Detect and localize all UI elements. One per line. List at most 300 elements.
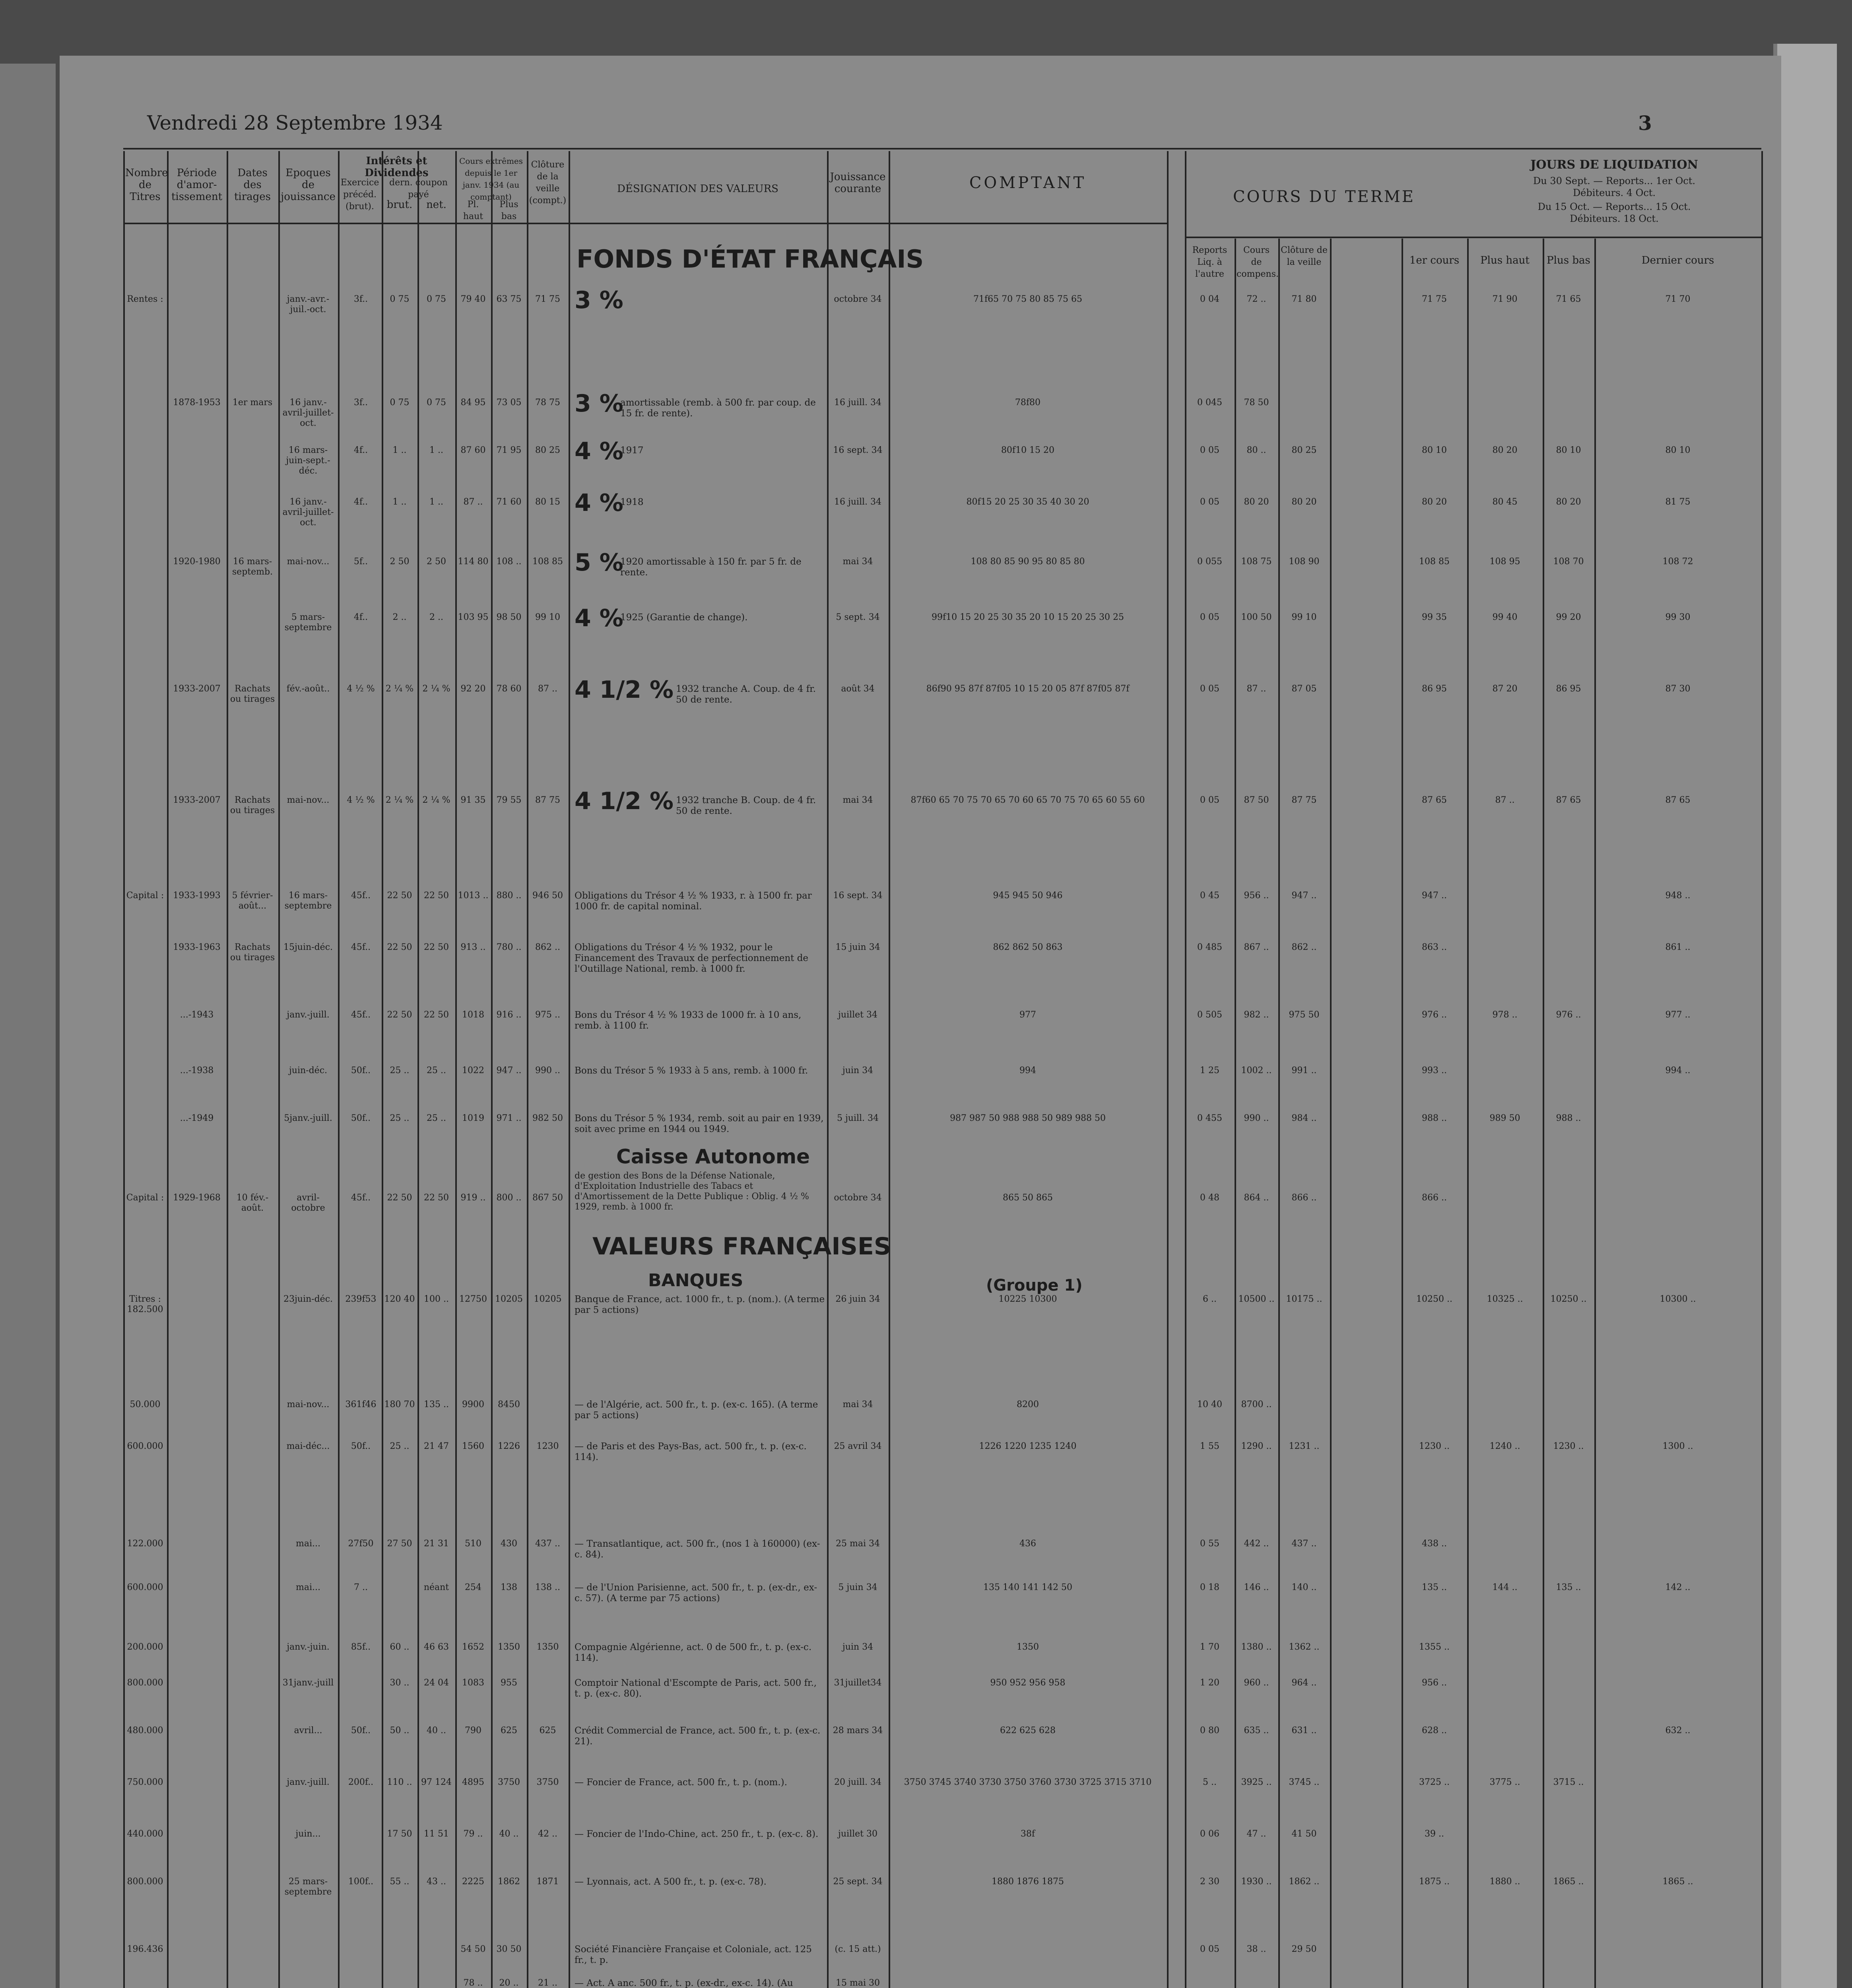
cell-epoque: 5 mars-septembre — [284, 612, 332, 633]
cell-exercice: 200f.. — [348, 1777, 374, 1787]
cell-pbas: 99 20 — [1556, 612, 1581, 622]
cell-designation: — de l'Algérie, act. 500 fr., t. p. (ex-c. 165). (A terme par 5 actions) — [575, 1400, 818, 1421]
cell-nombre: 600.000 — [127, 1582, 163, 1592]
cell-cloture: 1362 .. — [1289, 1642, 1320, 1652]
cell-report: 0 055 — [1197, 557, 1222, 567]
cell-premier: 866 .. — [1422, 1193, 1447, 1203]
col-rule — [123, 151, 125, 1988]
cell-jouis: 16 sept. 34 — [833, 445, 883, 455]
header-interets: Intérêts et Dividendes — [365, 155, 429, 179]
cell-haut: 4895 — [462, 1777, 484, 1787]
cell-cloture: 1862 .. — [1289, 1877, 1320, 1887]
header-plus-haut-terme: Plus haut — [1480, 254, 1530, 266]
cell-cloture: 984 .. — [1291, 1113, 1317, 1123]
cell-report: 0 55 — [1200, 1539, 1219, 1549]
cell-report: 5 .. — [1203, 1777, 1217, 1787]
cell-designation: Compagnie Algérienne, act. 0 de 500 fr., t. p. (ex-c. 114). — [575, 1642, 812, 1663]
cell-nombre: 200.000 — [127, 1642, 163, 1652]
cell-compens: 80 .. — [1246, 445, 1266, 455]
cell-designation: Société Financière Française et Coloniale, act. 125 fr., t. p. — [575, 1944, 812, 1965]
cell-phaut: 3775 .. — [1489, 1777, 1520, 1787]
cell-epoque: janv.-avr.-juil.-oct. — [287, 294, 330, 315]
cell-report: 1 20 — [1200, 1678, 1219, 1688]
col-rule — [491, 151, 493, 1988]
header-premier-cours: 1er cours — [1409, 254, 1460, 266]
cell-phaut: 10325 .. — [1487, 1294, 1523, 1304]
cell-pbas: 1230 .. — [1553, 1441, 1584, 1451]
cell-premier: 10250 .. — [1416, 1294, 1452, 1304]
cell-cloture: 862 .. — [1291, 942, 1317, 952]
cell-compens: 960 .. — [1244, 1678, 1269, 1688]
cell-phaut: 144 .. — [1492, 1582, 1518, 1592]
cell-designation: — de Paris et des Pays-Bas, act. 500 fr., t. p. (ex-c. 114). — [575, 1441, 807, 1462]
cell-exercice: 50f.. — [351, 1066, 371, 1076]
cell-designation: — Lyonnais, act. A 500 fr., t. p. (ex-c. 78). — [575, 1877, 767, 1887]
cell-designation: 1920 amortissable à 150 fr. par 5 fr. de rente. — [620, 557, 802, 578]
cell-jouis: (c. 15 att.) — [835, 1944, 881, 1954]
cell-report: 0 05 — [1200, 795, 1219, 805]
cell-report: 1 25 — [1200, 1066, 1219, 1076]
cell-designation: 1918 — [620, 497, 644, 507]
cell-brut: 25 .. — [390, 1441, 410, 1451]
cell-compens: 982 .. — [1244, 1010, 1269, 1020]
header-cours-extremes: Cours extrêmes depuis le 1er janv. 1934 (au comptant) — [459, 156, 523, 202]
cell-tirage: Rachats ou tirages — [230, 795, 275, 815]
cell-report: 1 55 — [1200, 1441, 1219, 1451]
cell-premier: 87 65 — [1422, 795, 1447, 805]
cell-epoque: avril-octobre — [291, 1193, 325, 1213]
cell-premier: 86 95 — [1422, 684, 1447, 694]
cell-epoque: 16 janv.-avril-juillet-oct. — [282, 497, 334, 528]
cell-bas: 63 75 — [496, 294, 522, 304]
cell-cloture: 29 50 — [1291, 1944, 1317, 1954]
header-dernier-cours: Dernier cours — [1641, 254, 1714, 266]
cell-comptant: 38f — [1020, 1829, 1035, 1839]
cell-pbas: 988 .. — [1556, 1113, 1581, 1123]
cell-dernier: 87 65 — [1665, 795, 1691, 805]
cell-phaut: 87 .. — [1495, 795, 1515, 805]
cell-haut: 1083 — [462, 1678, 484, 1688]
cell-comptant: 987 987 50 988 988 50 989 988 50 — [950, 1113, 1106, 1123]
cell-pbas: 1865 .. — [1553, 1877, 1584, 1887]
cell-clot: 10205 — [534, 1294, 562, 1304]
cell-compens: 108 75 — [1241, 557, 1272, 567]
cell-net: 24 04 — [424, 1678, 449, 1688]
cell-bas: 20 .. — [499, 1978, 519, 1988]
cell-report: 0 05 — [1200, 684, 1219, 694]
cell-exercice: 7 .. — [354, 1582, 368, 1592]
cell-nombre: 750.000 — [127, 1777, 163, 1787]
cell-premier: 108 85 — [1419, 557, 1450, 567]
cell-comptant: 950 952 956 958 — [990, 1678, 1066, 1688]
cell-haut: 510 — [465, 1539, 481, 1549]
cell-dernier: 80 10 — [1665, 445, 1691, 455]
cell-premier: 956 .. — [1422, 1678, 1447, 1688]
cell-cloture: 80 20 — [1291, 497, 1317, 507]
cell-jouis: 5 juill. 34 — [837, 1113, 879, 1123]
cell-exercice: 85f.. — [351, 1642, 371, 1652]
cell-comptant: 1350 — [1017, 1642, 1039, 1652]
cell-jouis: 16 juill. 34 — [834, 497, 882, 507]
cell-phaut: 87 20 — [1492, 684, 1518, 694]
cell-report: 0 45 — [1200, 891, 1219, 901]
rate-label: 4 1/2 % — [575, 787, 674, 815]
cell-jouis: 5 sept. 34 — [836, 612, 880, 622]
cell-net: 1 .. — [429, 497, 443, 507]
cell-premier: 99 35 — [1422, 612, 1447, 622]
cell-exercice: 50f.. — [351, 1113, 371, 1123]
cell-tirage: 16 mars-septemb. — [232, 557, 273, 577]
cell-bas: 955 — [501, 1678, 517, 1688]
cell-dernier: 71 70 — [1665, 294, 1691, 304]
cell-brut: 110 .. — [387, 1777, 412, 1787]
cell-bas: 40 .. — [499, 1829, 519, 1839]
cell-clot: 437 .. — [535, 1539, 560, 1549]
cell-net: 25 .. — [427, 1113, 446, 1123]
cell-compens: 3925 .. — [1241, 1777, 1272, 1787]
cell-tirage: 10 fév.-août. — [236, 1193, 269, 1213]
cell-brut: 1 .. — [392, 497, 407, 507]
cell-designation: Bons du Trésor 4 ½ % 1933 de 1000 fr. à 10 ans, remb. à 1100 fr. — [575, 1010, 802, 1031]
cell-cloture: 99 10 — [1291, 612, 1317, 622]
cell-clot: 867 50 — [532, 1193, 563, 1203]
cell-phaut: 71 90 — [1492, 294, 1518, 304]
cell-pbas: 108 70 — [1553, 557, 1584, 567]
cell-cloture: 866 .. — [1291, 1193, 1317, 1203]
cell-net: 25 .. — [427, 1066, 446, 1076]
cell-epoque: mai-déc... — [286, 1441, 330, 1451]
cell-comptant: 80f15 20 25 30 35 40 30 20 — [966, 497, 1089, 507]
cell-haut: 1022 — [462, 1066, 484, 1076]
cell-exercice: 4f.. — [353, 497, 368, 507]
cell-epoque: avril... — [294, 1726, 322, 1736]
cell-comptant: 8200 — [1017, 1400, 1039, 1409]
cell-clot: 87 .. — [538, 684, 557, 694]
cell-jouis: mai 34 — [843, 1400, 873, 1409]
cell-tirage: 5 février-août... — [232, 891, 273, 911]
cell-brut: 0 75 — [390, 294, 410, 304]
cell-compens: 1930 .. — [1241, 1877, 1272, 1887]
cell-jouis: 15 mai 30 — [836, 1978, 880, 1988]
cell-brut: 22 50 — [387, 1193, 412, 1203]
cell-bas: 971 .. — [496, 1113, 522, 1123]
cell-brut: 25 .. — [390, 1113, 410, 1123]
cell-jouis: 25 mai 34 — [836, 1539, 880, 1549]
cell-bas: 10205 — [495, 1294, 523, 1304]
cell-epoque: janv.-juin. — [287, 1642, 330, 1652]
page-date: Vendredi 28 Septembre 1934 — [147, 111, 443, 134]
cell-net: 135 .. — [424, 1400, 449, 1409]
cell-exercice: 45f.. — [351, 1193, 371, 1203]
section-caisse-autonome: Caisse Autonome — [616, 1145, 810, 1168]
cell-brut: 60 .. — [390, 1642, 410, 1652]
cell-dernier: 87 30 — [1665, 684, 1691, 694]
cell-net: 21 31 — [424, 1539, 449, 1549]
cell-haut: 84 95 — [460, 398, 486, 408]
cell-haut: 1013 .. — [458, 891, 489, 901]
cell-comptant: 3750 3745 3740 3730 3750 3760 3730 3725 3715 3710 — [904, 1777, 1152, 1787]
cell-periode: 1933-2007 — [173, 795, 221, 805]
cell-phaut: 108 95 — [1489, 557, 1520, 567]
cell-exercice: 27f50 — [348, 1539, 374, 1549]
cell-cloture: 631 .. — [1291, 1726, 1317, 1736]
cell-premier: 993 .. — [1422, 1066, 1447, 1076]
col-rule — [278, 151, 280, 1988]
cell-net: 40 .. — [427, 1726, 446, 1736]
cell-cloture: 964 .. — [1291, 1678, 1317, 1688]
section-groupe: (Groupe 1) — [986, 1276, 1083, 1295]
cell-exercice: 45f.. — [351, 1010, 371, 1020]
cell-compens: 47 .. — [1246, 1829, 1266, 1839]
cell-bas: 108 .. — [496, 557, 522, 567]
cell-premier: 863 .. — [1422, 942, 1447, 952]
cell-designation: Obligations du Trésor 4 ½ % 1933, r. à 1500 fr. par 1000 fr. de capital nominal. — [575, 891, 812, 912]
cell-pbas: 80 10 — [1556, 445, 1581, 455]
cell-haut: 79 40 — [460, 294, 486, 304]
cell-nombre: 480.000 — [127, 1726, 163, 1736]
cell-report: 0 48 — [1200, 1193, 1219, 1203]
cell-brut: 2 ¼ % — [385, 684, 414, 694]
rate-label: 5 % — [575, 549, 623, 577]
cell-compens: 87 50 — [1244, 795, 1269, 805]
cell-brut: 17 50 — [387, 1829, 412, 1839]
header-plus-haut: Pl. haut — [463, 200, 483, 221]
cell-pbas: 976 .. — [1556, 1010, 1581, 1020]
cell-brut: 27 50 — [387, 1539, 412, 1549]
cell-phaut: 978 .. — [1492, 1010, 1518, 1020]
col-rule — [1402, 239, 1403, 1988]
col-rule — [1185, 151, 1186, 1988]
cell-comptant: 436 — [1019, 1539, 1036, 1549]
header-net: net. — [426, 199, 446, 211]
cell-nombre: Capital : — [126, 891, 164, 901]
cell-designation: — Act. A anc. 500 fr., t. p. (ex-dr., ex-c. 14). (Au — [575, 1978, 793, 1988]
col-rule — [417, 151, 419, 1988]
cell-designation: 1932 tranche B. Coup. de 4 fr. 50 de rente. — [676, 795, 816, 816]
cell-designation: Bons du Trésor 5 % 1933 à 5 ans, remb. à 1000 fr. — [575, 1066, 808, 1076]
cell-nombre: 122.000 — [127, 1539, 163, 1549]
cell-comptant: 78f80 — [1015, 398, 1041, 408]
cell-dernier: 977 .. — [1665, 1010, 1691, 1020]
cell-periode: ...-1949 — [180, 1113, 214, 1123]
header-designation: DÉSIGNATION DES VALEURS — [617, 183, 778, 195]
header-plus-bas: Plus bas — [499, 200, 518, 221]
cell-designation: Bons du Trésor 5 % 1934, remb. soit au pair en 1939, soit avec prime en 1944 ou 1949. — [575, 1113, 824, 1134]
cell-premier: 39 .. — [1425, 1829, 1444, 1839]
cell-compens: 864 .. — [1244, 1193, 1269, 1203]
cell-epoque: mai-nov... — [287, 1400, 330, 1409]
cell-compens: 442 .. — [1244, 1539, 1269, 1549]
cell-jouis: 28 mars 34 — [833, 1726, 883, 1736]
cell-premier: 1230 .. — [1419, 1441, 1450, 1451]
cell-cloture: 975 50 — [1289, 1010, 1320, 1020]
cell-compens: 78 50 — [1244, 398, 1269, 408]
col-rule — [1467, 239, 1469, 1988]
cell-jouis: octobre 34 — [834, 1193, 882, 1203]
cell-clot: 80 15 — [535, 497, 560, 507]
cell-report: 10 40 — [1197, 1400, 1222, 1409]
cell-haut: 9900 — [462, 1400, 484, 1409]
cell-haut: 103 95 — [458, 612, 489, 622]
col-rule — [338, 151, 340, 1988]
cell-exercice: 4 ½ % — [347, 795, 375, 805]
cell-compens: 635 .. — [1244, 1726, 1269, 1736]
cell-dernier: 861 .. — [1665, 942, 1691, 952]
cell-compens: 80 20 — [1244, 497, 1269, 507]
cell-nombre: 196.436 — [127, 1944, 163, 1954]
cell-phaut: 99 40 — [1492, 612, 1518, 622]
cell-epoque: 23juin-déc. — [283, 1294, 333, 1304]
cell-haut: 92 20 — [460, 684, 486, 694]
cell-compens: 1290 .. — [1241, 1441, 1272, 1451]
cell-bas: 3750 — [498, 1777, 520, 1787]
cell-compens: 72 .. — [1246, 294, 1266, 304]
cell-phaut: 1240 .. — [1489, 1441, 1520, 1451]
col-rule — [889, 151, 890, 1988]
cell-cloture: 80 25 — [1291, 445, 1317, 455]
cell-compens: 1380 .. — [1241, 1642, 1272, 1652]
cell-dernier: 1300 .. — [1662, 1441, 1693, 1451]
cell-haut: 91 35 — [460, 795, 486, 805]
cell-exercice: 45f.. — [351, 942, 371, 952]
col-rule — [1761, 151, 1763, 1988]
cell-periode: 1933-1963 — [173, 942, 221, 952]
cell-jouis: juin 34 — [842, 1642, 874, 1652]
cell-exercice: 5f.. — [353, 557, 368, 567]
cell-cloture: 87 05 — [1291, 684, 1317, 694]
header-cours-terme: COURS DU TERME — [1233, 188, 1415, 206]
cell-premier: 1875 .. — [1419, 1877, 1450, 1887]
cell-epoque: 16 mars-juin-sept.-déc. — [286, 445, 330, 476]
cell-designation: Obligations du Trésor 4 ½ % 1932, pour le Financement des Travaux de perfectionnement de l'Outillage National, remb. à 1000 fr. — [575, 942, 809, 974]
liquidation-title: JOURS DE LIQUIDATION — [1530, 158, 1698, 172]
cell-cloture: 41 50 — [1291, 1829, 1317, 1839]
cell-exercice: 3f.. — [353, 398, 368, 408]
cell-epoque: mai-nov... — [287, 795, 330, 805]
cell-exercice: 361f46 — [345, 1400, 377, 1409]
cell-dernier: 1865 .. — [1662, 1877, 1693, 1887]
cell-clot: 982 50 — [532, 1113, 563, 1123]
cell-net: 43 .. — [427, 1877, 446, 1887]
cell-jouis: octobre 34 — [834, 294, 882, 304]
cell-bas: 1350 — [498, 1642, 520, 1652]
cell-premier: 135 .. — [1422, 1582, 1447, 1592]
cell-net: 22 50 — [424, 1010, 449, 1020]
cell-clot: 975 .. — [535, 1010, 560, 1020]
cell-epoque: 16 janv.-avril-juillet-oct. — [282, 398, 334, 428]
cell-report: 0 505 — [1197, 1010, 1222, 1020]
cell-bas: 430 — [501, 1539, 517, 1549]
cell-bas: 1862 — [498, 1877, 520, 1887]
cell-comptant: 10225 10300 — [998, 1294, 1057, 1304]
cell-epoque: janv.-juill. — [287, 1010, 330, 1020]
cell-cloture: 71 80 — [1291, 294, 1317, 304]
cell-exercice: 4f.. — [353, 445, 368, 455]
cell-comptant: 1226 1220 1235 1240 — [979, 1441, 1077, 1451]
cell-periode: 1920-1980 — [173, 557, 221, 567]
cell-pbas: 80 20 — [1556, 497, 1581, 507]
cell-exercice: 50f.. — [351, 1441, 371, 1451]
cell-brut: 50 .. — [390, 1726, 410, 1736]
cell-bas: 800 .. — [496, 1193, 522, 1203]
cell-haut: 913 .. — [460, 942, 486, 952]
cell-net: néant — [423, 1582, 449, 1592]
cell-net: 0 75 — [427, 398, 446, 408]
cell-haut: 254 — [465, 1582, 481, 1592]
col-rule — [1543, 239, 1544, 1988]
cell-dernier: 994 .. — [1665, 1066, 1691, 1076]
cell-premier: 628 .. — [1422, 1726, 1447, 1736]
cell-nombre: Titres : 182.500 — [127, 1294, 163, 1314]
cell-exercice: 100f.. — [348, 1877, 374, 1887]
cell-comptant: 135 140 141 142 50 — [983, 1582, 1072, 1592]
cell-nombre: 800.000 — [127, 1678, 163, 1688]
cell-net: 100 .. — [424, 1294, 449, 1304]
cell-clot: 99 10 — [535, 612, 560, 622]
cell-bas: 71 60 — [496, 497, 522, 507]
cell-dernier: 10300 .. — [1660, 1294, 1696, 1304]
section-fonds-etat: FONDS D'ÉTAT FRANÇAIS — [577, 245, 924, 274]
cell-bas: 916 .. — [496, 1010, 522, 1020]
cell-comptant: 86f90 95 87f 87f05 10 15 20 05 87f 87f05 87f — [926, 684, 1130, 694]
cell-exercice: 45f.. — [351, 891, 371, 901]
cell-exercice: 50f.. — [351, 1726, 371, 1736]
cell-net: 11 51 — [424, 1829, 449, 1839]
page-stack-edge — [1773, 44, 1837, 1988]
cell-net: 22 50 — [424, 891, 449, 901]
cell-report: 2 30 — [1200, 1877, 1219, 1887]
cell-cloture: 991 .. — [1291, 1066, 1317, 1076]
cell-haut: 790 — [465, 1726, 481, 1736]
cell-brut: 1 .. — [392, 445, 407, 455]
page-number: 3 — [1638, 111, 1652, 135]
cell-brut: 0 75 — [390, 398, 410, 408]
cell-clot: 1230 — [536, 1441, 559, 1451]
cell-haut: 54 50 — [460, 1944, 486, 1954]
cell-jouis: 16 juill. 34 — [834, 398, 882, 408]
liquidation-line-2: Débiteurs. 4 Oct. — [1572, 187, 1656, 198]
col-rule — [827, 151, 829, 1988]
cell-premier: 438 .. — [1422, 1539, 1447, 1549]
cell-haut: 12750 — [459, 1294, 487, 1304]
section-valeurs-francaises: VALEURS FRANÇAISES — [592, 1233, 891, 1260]
cell-brut: 120 40 — [384, 1294, 415, 1304]
cell-tirage: Rachats ou tirages — [230, 684, 275, 704]
cell-dernier: 81 75 — [1665, 497, 1691, 507]
cell-cloture: 3745 .. — [1289, 1777, 1320, 1787]
cell-comptant: 108 80 85 90 95 80 85 80 — [971, 557, 1085, 567]
cell-haut: 79 .. — [463, 1829, 483, 1839]
liquidation-line-4: Débiteurs. 18 Oct. — [1570, 213, 1659, 224]
cell-premier: 80 10 — [1422, 445, 1447, 455]
cell-periode: 1878-1953 — [173, 398, 221, 408]
cell-report: 0 455 — [1197, 1113, 1222, 1123]
liquidation-line-3: Du 15 Oct. — Reports... 15 Oct. — [1538, 201, 1691, 212]
cell-designation: 1917 — [620, 445, 644, 456]
cell-comptant: 994 — [1019, 1066, 1036, 1076]
cell-bas: 30 50 — [496, 1944, 522, 1954]
col-rule — [1594, 239, 1596, 1988]
cell-periode: 1933-2007 — [173, 684, 221, 694]
header-plus-bas-terme: Plus bas — [1547, 254, 1590, 266]
cell-brut: 2 50 — [390, 557, 410, 567]
cell-pbas: 87 65 — [1556, 795, 1581, 805]
header-dates-tirages: Dates des tirages — [234, 167, 271, 203]
cell-net: 97 124 — [421, 1777, 452, 1787]
cell-clot: 946 50 — [532, 891, 563, 901]
cell-bas: 71 95 — [496, 445, 522, 455]
col-rule — [382, 151, 383, 1988]
